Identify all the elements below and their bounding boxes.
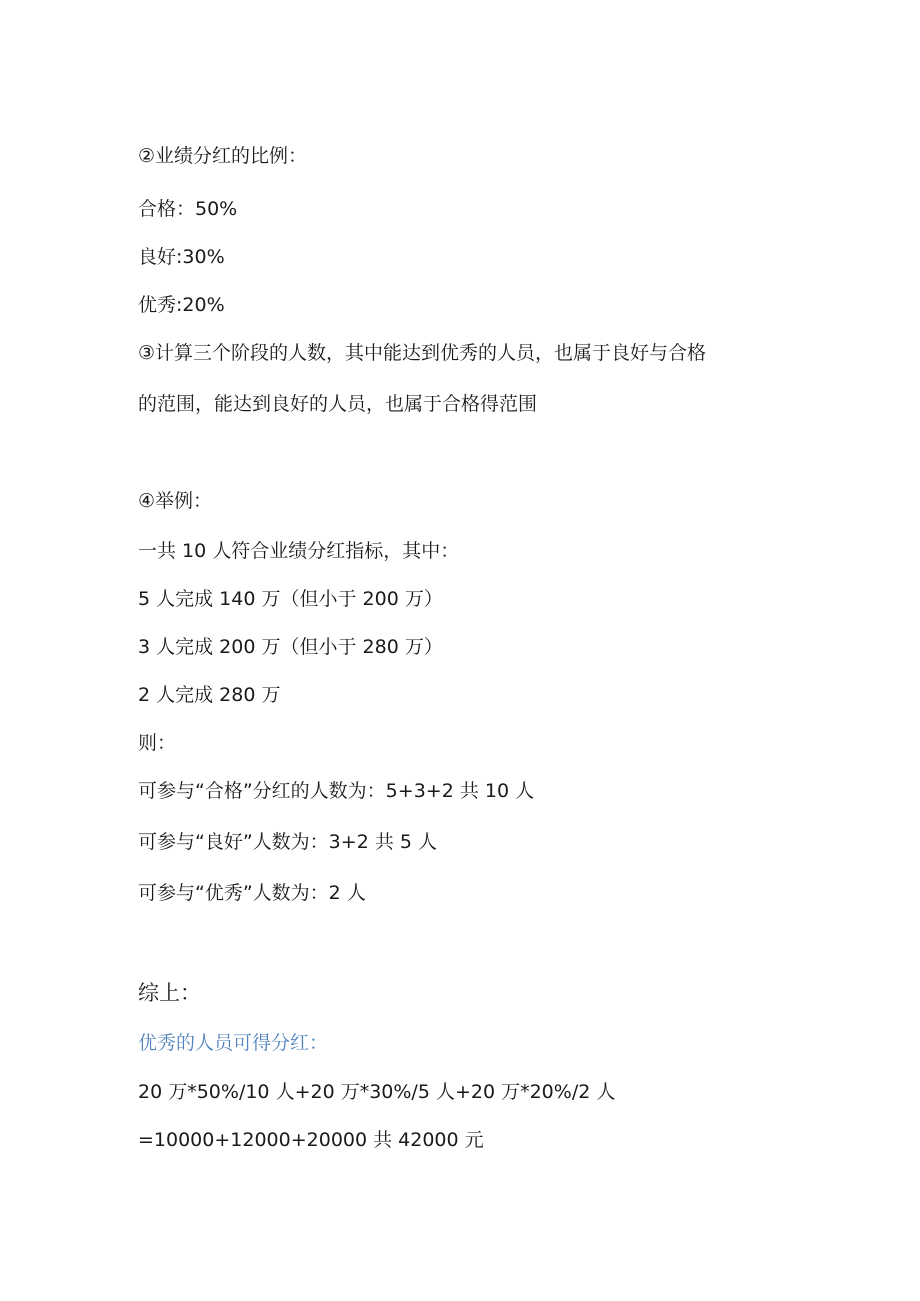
count-excellent: 可参与“优秀”人数为：2 人 (138, 882, 366, 904)
section2-title: ②业绩分红的比例： (138, 145, 308, 167)
example-row-2: 3 人完成 200 万（但小于 280 万） (138, 636, 443, 658)
formula-line-2: =10000+12000+20000 共 42000 元 (138, 1129, 484, 1151)
section3-line1: ③计算三个阶段的人数，其中能达到优秀的人员，也属于良好与合格 (138, 342, 707, 364)
count-qualified: 可参与“合格”分红的人数为：5+3+2 共 10 人 (138, 780, 535, 802)
example-row-1: 5 人完成 140 万（但小于 200 万） (138, 588, 443, 610)
example-intro: 一共 10 人符合业绩分红指标，其中： (138, 540, 460, 562)
summary-title: 综上： (138, 981, 201, 1005)
ratio-good: 良好:30% (138, 246, 225, 268)
count-good: 可参与“良好”人数为：3+2 共 5 人 (138, 831, 437, 853)
section4-title: ④举例： (138, 490, 213, 512)
ratio-excellent: 优秀:20% (138, 294, 225, 316)
formula-line-1: 20 万*50%/10 人+20 万*30%/5 人+20 万*20%/2 人 (138, 1081, 616, 1103)
ratio-qualified: 合格：50% (138, 198, 238, 220)
then-label: 则： (138, 732, 177, 754)
section3-line2: 的范围，能达到良好的人员，也属于合格得范围 (138, 393, 538, 415)
summary-subtitle: 优秀的人员可得分红： (138, 1032, 329, 1054)
example-row-3: 2 人完成 280 万 (138, 684, 281, 706)
